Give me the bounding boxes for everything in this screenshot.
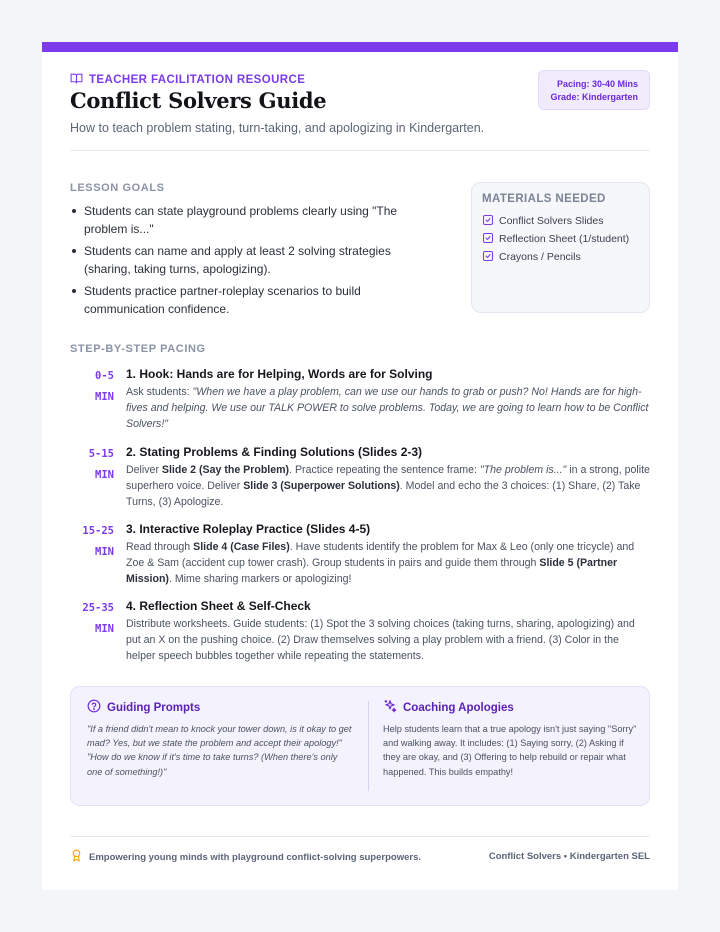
pacing-value: 30-40 Mins: [591, 79, 638, 89]
award-ribbon-icon: [70, 849, 83, 865]
header-divider: [70, 150, 650, 151]
material-item: [482, 230, 639, 248]
material-label: Crayons / Pencils: [499, 251, 581, 263]
checkbox-icon: [482, 232, 494, 247]
page-title: Conflict Solvers Guide: [70, 88, 327, 113]
step-time: 0-5 MIN: [95, 370, 114, 403]
footer-tagline: [70, 849, 421, 865]
step-time: 5-15 MIN: [88, 448, 114, 481]
goal-item: Students can state playground problems clearly using "The problem is...": [70, 202, 440, 238]
materials-heading: MATERIALS NEEDED: [482, 193, 606, 205]
guiding-prompts-title: Guiding Prompts: [107, 701, 201, 714]
column-divider: [368, 701, 369, 791]
prompts-panel: [70, 686, 650, 806]
step-text: Ask students: "When we have a play problem, can we use our hands to grab or push? No! Hands are for high-fives and helping. We use our TALK POWER to solve problems. Today, we are going to learn how to be Conflict Solvers!": [126, 386, 649, 430]
resource-kicker: [70, 72, 305, 88]
lesson-goals-list: [70, 202, 440, 322]
book-open-icon: [70, 72, 83, 88]
step-time: 15-25 MIN: [82, 525, 114, 558]
material-label: Conflict Solvers Slides: [499, 215, 604, 227]
coaching-apologies-column: [383, 699, 639, 779]
checkbox-icon: [482, 250, 494, 265]
prompt-quote: "How do we know if it's time to take turns? (When there's only one of something!)": [87, 752, 338, 777]
material-item: [482, 248, 639, 266]
coaching-apologies-text: Help students learn that a true apology isn't just saying "Sorry" and walking away. It includes: (1) Saying sorry, (2) Asking if they are okay, and (3) Offering to help rebuild or repair what happened. This builds empathy!: [383, 724, 637, 777]
step-text: Read through Slide 4 (Case Files). Have students identify the problem for Max & Leo (only one tricycle) and Zoe & Sam (accident cup tower crash). Group students in pairs and guide them through Slide 5 (Partner Mission). Mime sharing markers or apologizing!: [126, 541, 635, 585]
document-page: [42, 42, 678, 890]
goal-item: Students practice partner-roleplay scenarios to build communication confidence.: [70, 282, 440, 318]
step-text: Distribute worksheets. Guide students: (1) Spot the 3 solving choices (taking turns, sharing, apologizing) and put an X on the pushing choice. (2) Draw themselves solving a play problem with a friend. (3) Color in the helper speech bubbles together while repeating the statements.: [126, 618, 635, 662]
pacing-grade-badge: [538, 70, 650, 110]
sparkles-icon: [383, 699, 397, 716]
footer-divider: [70, 836, 650, 837]
step-time: 25-35 MIN: [82, 602, 114, 635]
coaching-apologies-title: Coaching Apologies: [403, 701, 514, 714]
prompt-quote: "If a friend didn't mean to knock your tower down, is it okay to get mad? Yes, but we state the problem and accept their apology!": [87, 724, 352, 749]
step-title: 1. Hook: Hands are for Helping, Words are for Solving: [126, 367, 433, 381]
pacing-heading: STEP-BY-STEP PACING: [70, 343, 206, 355]
materials-card: [471, 182, 650, 313]
step-title: 2. Stating Problems & Finding Solutions (Slides 2-3): [126, 445, 423, 459]
material-label: Reflection Sheet (1/student): [499, 233, 630, 245]
step-title: 4. Reflection Sheet & Self-Check: [126, 599, 311, 613]
guiding-prompts-column: [87, 699, 355, 779]
step-title: 3. Interactive Roleplay Practice (Slides 4-5): [126, 522, 371, 536]
step-text: Deliver Slide 2 (Say the Problem). Practice repeating the sentence frame: "The problem is..." in a strong, polite superhero voice. Deliver Slide 3 (Superpower Solutions). Model and echo the 3 choices: (1) Share, (2) Take Turns, (3) Apologize.: [126, 464, 650, 508]
page-subtitle: How to teach problem stating, turn-taking, and apologizing in Kindergarten.: [70, 121, 485, 135]
footer-course-label: Conflict Solvers • Kindergarten SEL: [488, 851, 650, 862]
lesson-goals-heading: LESSON GOALS: [70, 182, 165, 194]
kicker-text: TEACHER FACILITATION RESOURCE: [89, 74, 306, 86]
question-circle-icon: [87, 699, 101, 716]
grade-label: Grade:: [550, 92, 580, 102]
pacing-label: Pacing:: [556, 79, 590, 89]
checkbox-icon: [482, 214, 494, 229]
material-item: [482, 212, 639, 230]
footer-tagline-text: Empowering young minds with playground conflict-solving superpowers.: [89, 851, 421, 863]
grade-value: Kindergarten: [581, 92, 638, 102]
goal-item: Students can name and apply at least 2 solving strategies (sharing, taking turns, apologizing).: [70, 242, 440, 278]
